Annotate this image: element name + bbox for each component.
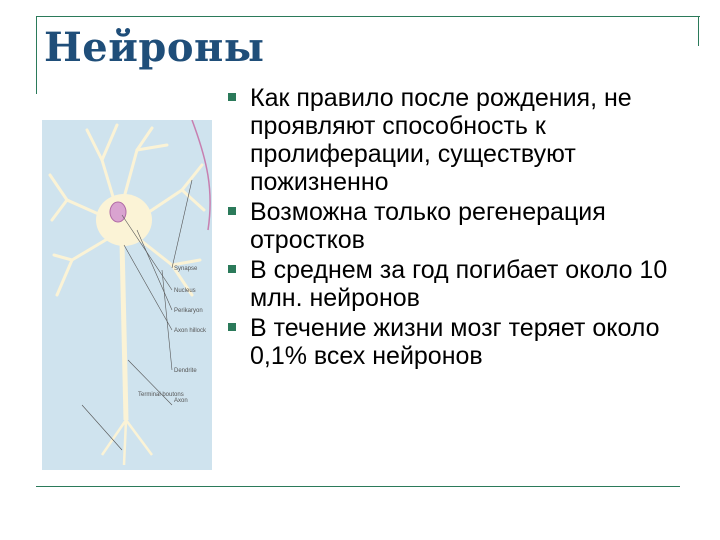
- label-synapse: Synapse: [174, 266, 198, 272]
- slide-title: Нейроны: [44, 24, 265, 71]
- neuron-illustration: [42, 120, 212, 470]
- frame-bottom-line: [36, 486, 680, 487]
- label-dendrite: Dendrite: [174, 368, 197, 374]
- perikaryon: [96, 194, 152, 246]
- label-axon: Axon: [174, 398, 188, 404]
- bullet-item: [224, 314, 704, 370]
- label-terminal-boutons: Terminal boutons: [138, 392, 184, 398]
- label-perikaryon: Perikaryon: [174, 308, 203, 314]
- nucleus: [110, 202, 126, 222]
- bullet-item: [224, 198, 704, 254]
- square-bullet-icon: [228, 323, 236, 331]
- label-nucleus: Nucleus: [174, 288, 196, 294]
- bullet-list: [224, 84, 704, 372]
- frame-right-line: [698, 16, 699, 46]
- frame-left-line: [36, 16, 37, 94]
- bullet-item: [224, 84, 704, 196]
- bullet-text: В среднем за год погибает около 10 млн. нейронов: [250, 256, 668, 312]
- bullet-text: Как правило после рождения, не проявляют способность к пролиферации, существуют пожизненно: [250, 84, 632, 196]
- square-bullet-icon: [228, 93, 236, 101]
- bullet-text: Возможна только регенерация отростков: [250, 198, 606, 254]
- frame-top-line: [36, 16, 700, 17]
- square-bullet-icon: [228, 207, 236, 215]
- bullet-text: В течение жизни мозг теряет около 0,1% всех нейронов: [250, 314, 660, 370]
- label-axon-hillock: Axon hillock: [174, 328, 207, 334]
- square-bullet-icon: [228, 265, 236, 273]
- bullet-item: [224, 256, 704, 312]
